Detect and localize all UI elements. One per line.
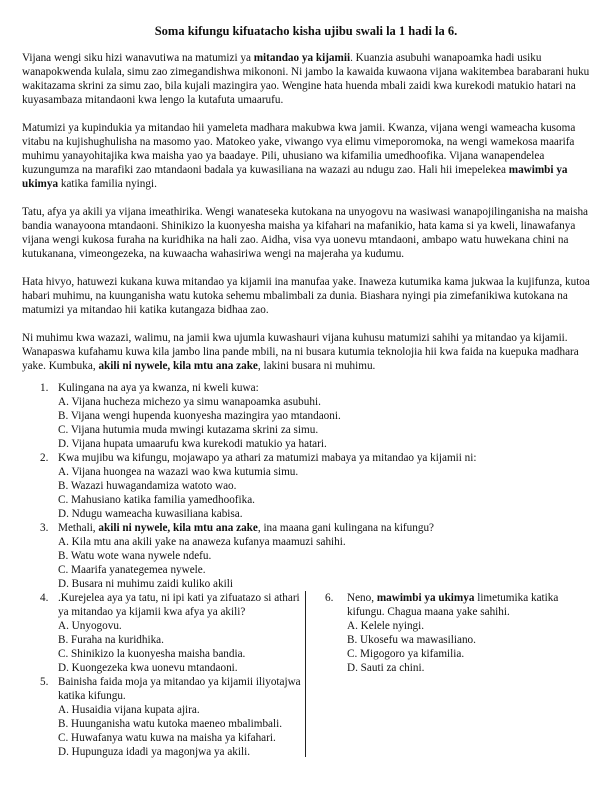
option: D. Kuongezeka kwa uonevu mtandaoni. [58,662,238,674]
option: B. Huunganisha watu kutoka maeneo mbalimbali. [58,718,283,730]
text: Vijana wengi siku hizi wanavutiwa na matumizi ya [22,52,254,64]
paragraph-3: Tatu, afya ya akili ya vijana imeathirika. Wengi wanateseka kutokana na unyogovu na wasiwasi wanapojilinganisha na maisha bandia wanayoona mtandaoni. Shinikizo la kuonyesha maisha ya kifahari na mafanikio, hata kama si ya kweli, linawafanya vijana wengi kukosa furaha na kuridhika na hali zao. Aidha, visa vya uonevu mtandaoni, ambapo watu huwekana chini na kutukanana, vimeongezeka, na kuwaacha wahasiriwa wengi na majeraha ya kudumu. [22,206,589,260]
option: A. Vijana huongea na wazazi wao kwa kutumia simu. [58,466,299,478]
text: katika familia nyingi. [58,178,157,190]
option: C. Migogoro ya kifamilia. [347,648,465,660]
question-number: 6. [325,592,334,604]
question-text: Kwa mujibu wa kifungu, mojawapo ya athari za matumizi mabaya ya mitandao ya kijamii ni: [58,452,477,464]
question-text: Neno, [347,592,377,604]
question-text: Methali, [58,522,99,534]
question-text: Kulingana na aya ya kwanza, ni kweli kuwa: [58,382,259,394]
question-1 [22,381,594,395]
question-text: .Kurejelea aya ya tatu, ni ipi kati ya zifuatazo si athari ya mitandao ya kijamii kwa afya ya akili? [58,592,300,618]
bold-term: mawimbi ya ukimya [376,592,475,604]
option: D. Vijana hupata umaarufu kwa kurekodi matukio ya hatari. [58,438,327,450]
bold-term: mawimbi ya ukimya [22,164,568,190]
option: B. Wazazi huwagandamiza watoto wao. [58,480,237,492]
option: D. Sauti za chini. [347,662,425,674]
bold-term: akili ni nywele, kila mtu ana zake [98,522,258,534]
option: D. Busara ni muhimu zaidi kuliko akili [58,578,233,590]
text: . Kuanzia asubuhi wanapoamka hadi usiku wanapokwenda kulala, simu zao zimegandishwa mikononi. Ni jambo la kawaida kuwaona vijana wakitembea barabarani huku wakitazama skrini za simu zao, bila kujali mazingira yao. Wengine hata huenda mbali zaidi kwa kurekodi matukio hatari na kuyasambaza mitandaoni kwa lengo la kutafuta umaarufu. [22,52,590,106]
question-number: 5. [40,676,49,688]
text: Ni muhimu kwa wazazi, walimu, na jamii kwa ujumla kuwashauri vijana kuhusu matumizi sahihi ya mitandao ya kijamii. Wanapaswa kufahamu kuwa kila jambo lina pande mbili, na ni busara kutumia teknolojia hii kwa faida na kuepuka madhara yake. Kumbuka, [22,332,579,372]
option: A. Vijana hucheza michezo ya simu wanapoamka asubuhi. [58,396,321,408]
question-6 [305,591,594,619]
reading-passage [22,51,594,387]
option: D. Hupunguza idadi ya magonjwa ya akili. [58,746,251,758]
question-number: 4. [40,592,49,604]
option: A. Kila mtu ana akili yake na anaweza kufanya maamuzi sahihi. [58,536,346,548]
question-5 [22,675,305,703]
text: , lakini busara ni muhimu. [257,360,376,372]
option: B. Watu wote wana nywele ndefu. [58,550,212,562]
option: C. Mahusiano katika familia yamedhoofika. [58,494,255,506]
paragraph-4: Hata hivyo, hatuwezi kukana kuwa mitandao ya kijamii ina manufaa yake. Inaweza kutumika kama jukwaa la kujifunza, kutoa habari muhimu, na kuunganisha watu kutoka sehemu mbalimbali za dunia. Biashara nyingi pia zimefanikiwa kutokana na matumizi ya mitandao hii katika kutangaza bidhaa zao. [22,276,590,316]
question-number: 3. [40,522,49,534]
question-text: limetumika katika kifungu. Chagua maana yake sahihi. [347,592,559,618]
option: C. Vijana hutumia muda mwingi kutazama skrini za simu. [58,424,319,436]
question-number: 1. [40,382,49,394]
right-column [305,591,594,675]
option: C. Maarifa yanategemea nywele. [58,564,206,576]
option: C. Huwafanya watu kuwa na maisha ya kifahari. [58,732,276,744]
questions-full-width [22,381,594,591]
paragraph-2 [22,121,594,191]
bold-term: akili ni nywele, kila mtu ana zake [98,360,258,372]
left-column [22,591,306,757]
text: Matumizi ya kupindukia ya mitandao hii yameleta madhara makubwa kwa jamii. Kwanza, vijana wengi wameacha kusoma vitabu na kujishughulisha na masomo yao. Matokeo yake, viwango vya elimu vimeporomoka, na wengi wamekosa maarifa muhimu yanayohitajika kwa maisha yao ya baadaye. Pili, uhusiano wa kifamilia umedhoofika. Vijana wanapendelea kuzungumza na marafiki zao mtandaoni badala ya kuwasiliana na wazazi au ndugu zao. Hali hii imepelekea [22,122,576,176]
option: A. Unyogovu. [58,620,122,632]
question-text: Bainisha faida moja ya mitandao ya kijamii iliyotajwa katika kifungu. [58,676,301,702]
question-2 [22,451,594,465]
question-number: 2. [40,452,49,464]
question-3 [22,521,594,535]
option: B. Ukosefu wa mawasiliano. [347,634,476,646]
paragraph-5 [22,331,594,373]
option: C. Shinikizo la kuonyesha maisha bandia. [58,648,246,660]
paragraph-1 [22,51,594,107]
bold-term: mitandao ya kijamii [253,52,351,64]
option: A. Kelele nyingi. [347,620,425,632]
option: B. Vijana wengi hupenda kuonyesha mazingira yao mtandaoni. [58,410,341,422]
option: D. Ndugu wameacha kuwasiliana kabisa. [58,508,243,520]
option: A. Husaidia vijana kupata ajira. [58,704,200,716]
page-title: Soma kifungu kifuatacho kisha ujibu swali la 1 hadi la 6. [154,24,458,38]
question-text: , ina maana gani kulingana na kifungu? [257,522,435,534]
question-4 [22,591,305,619]
option: B. Furaha na kuridhika. [58,634,164,646]
